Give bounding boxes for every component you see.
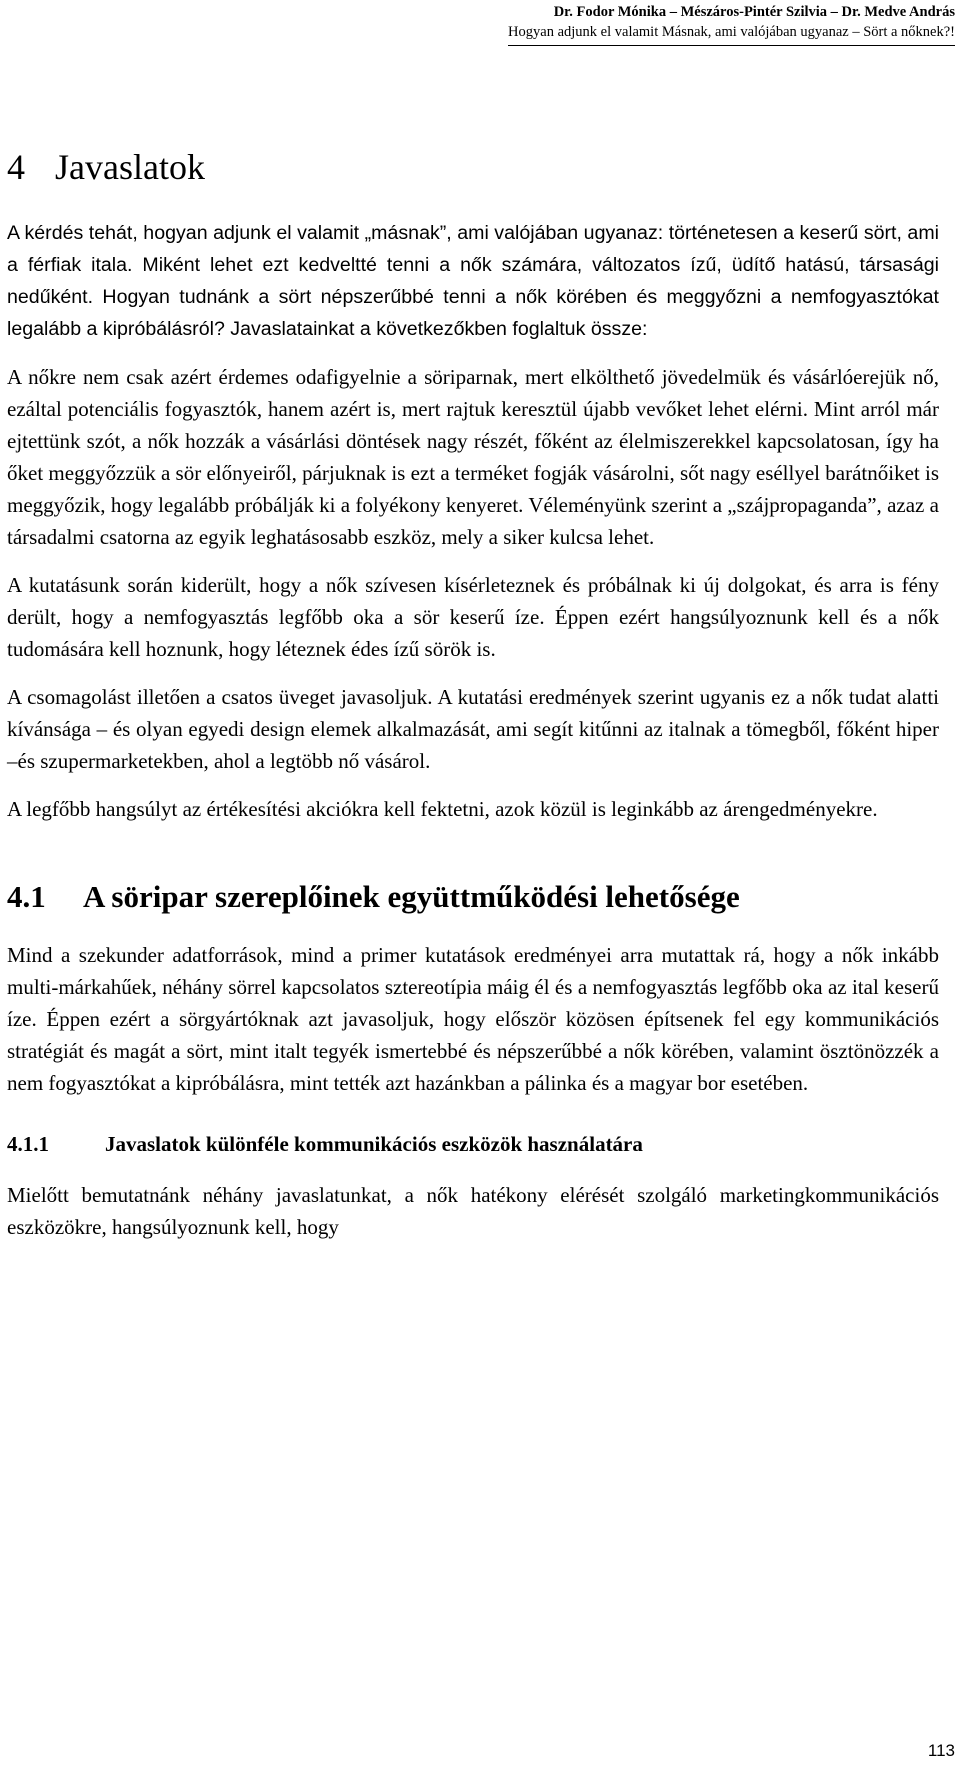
section-title: Javaslatok [55,147,205,187]
header-authors: Dr. Fodor Mónika – Mészáros-Pintér Szilvia – Dr. Medve András [553,4,955,20]
subsubsection-paragraph: Mielőtt bemutatnánk néhány javaslatunkat, a nők hatékony elérését szolgáló marketingkommunikációs eszközökre, hangsúlyoznunk kell, hogy [7,1183,939,1239]
subsection-title: A söripar szereplőinek együttműködési lehetősége [83,879,740,914]
section-paragraph-3: A kutatásunk során kiderült, hogy a nők szívesen kísérleteznek és próbálnak ki új dolgokat, és arra is fény derült, hogy a nemfogyasztás legfőbb oka a sör keserű íze. Éppen ezért hangsúlyoznunk kell és a nők tudomására kell hoznunk, hogy léteznek édes ízű sörök is. [7,573,939,661]
header-rule [508,45,955,46]
page-header [508,2,955,46]
subsection-paragraph: Mind a szekunder adatforrások, mind a primer kutatások eredményei arra mutattak rá, hogy a nők inkább multi-márkahűek, néhány sörrel kapcsolatos sztereotípia máig él és a nemfogyasztás legfőbb oka az ital keserű íze. Éppen ezért a sörgyártóknak azt javasoljuk, hogy először közösen építsenek fel egy kommunikációs stratégiát és magát a sört, mint italt tegyék ismertebbé és népszerűbbé a nők körében, valamint ösztönözzék a nem fogyasztókat a kipróbálásra, mint tették azt hazánkban a pálinka és a magyar bor esetében. [7,943,939,1095]
section-paragraph-5: A legfőbb hangsúlyt az értékesítési akciókra kell fektetni, azok közül is leginkább az árengedményekre. [7,797,878,821]
subsubsection-title: Javaslatok különféle kommunikációs eszközök használatára [105,1132,643,1156]
page-content [7,145,939,1243]
section-paragraph-2: A nőkre nem csak azért érdemes odafigyelnie a söriparnak, mert elkölthető jövedelmük és vásárlóerejük nő, ezáltal potenciális fogyasztók, hanem azért is, mert rajtuk keresztül újabb vevőket lehet elérni. Mint arról már ejtettünk szót, a nők hozzák a vásárlási döntések nagy részét, főként az élelmiszerekkel kapcsolatosan, így ha őket meggyőzzük a sör előnyeiről, párjuknak is ezt a terméket fogják vásárolni, sőt nagy eséllyel barátnőiket is meggyőzik, hogy legalább próbálják ki a folyékony kenyeret. Véleményünk szerint a „szájpropaganda”, azaz a társadalmi csatorna az egyik leghatásosabb eszköz, mely a siker kulcsa lehet. [7,365,939,549]
subsubsection-number: 4.1.1 [7,1132,49,1156]
subsubsection-heading [7,1129,939,1159]
page-number: 113 [927,1741,955,1760]
section-heading [7,145,939,189]
section-paragraph-4: A csomagolást illetően a csatos üveget javasoljuk. A kutatási eredmények szerint ugyanis ez a nők tudat alatti kívánsága – és olyan egyedi design elemek alkalmazását, ami segít kitűnni az italnak a tömegből, főként hiper –és szupermarketekben, ahol a legtöbb nő vásárol. [7,685,939,773]
header-title: Hogyan adjunk el valamit Másnak, ami valójában ugyanaz – Sört a nőknek?! [508,24,955,40]
subsection-number: 4.1 [7,879,46,914]
subsection-heading [7,877,939,917]
section-paragraph-1: A kérdés tehát, hogyan adjunk el valamit „másnak”, ami valójában ugyanaz: történetesen a keserű sört, ami a férfiak itala. Miként lehet ezt kedveltté tenni a nők számára, változatos ízű, üdítő hatású, társasági nedűként. Hogyan tudnánk a sört népszerűbbé tenni a nők körében és meggyőzni a nemfogyasztókat legalább a kipróbálásról? Javaslatainkat a következőkben foglaltuk össze: [7,222,939,340]
section-number: 4 [7,147,25,187]
